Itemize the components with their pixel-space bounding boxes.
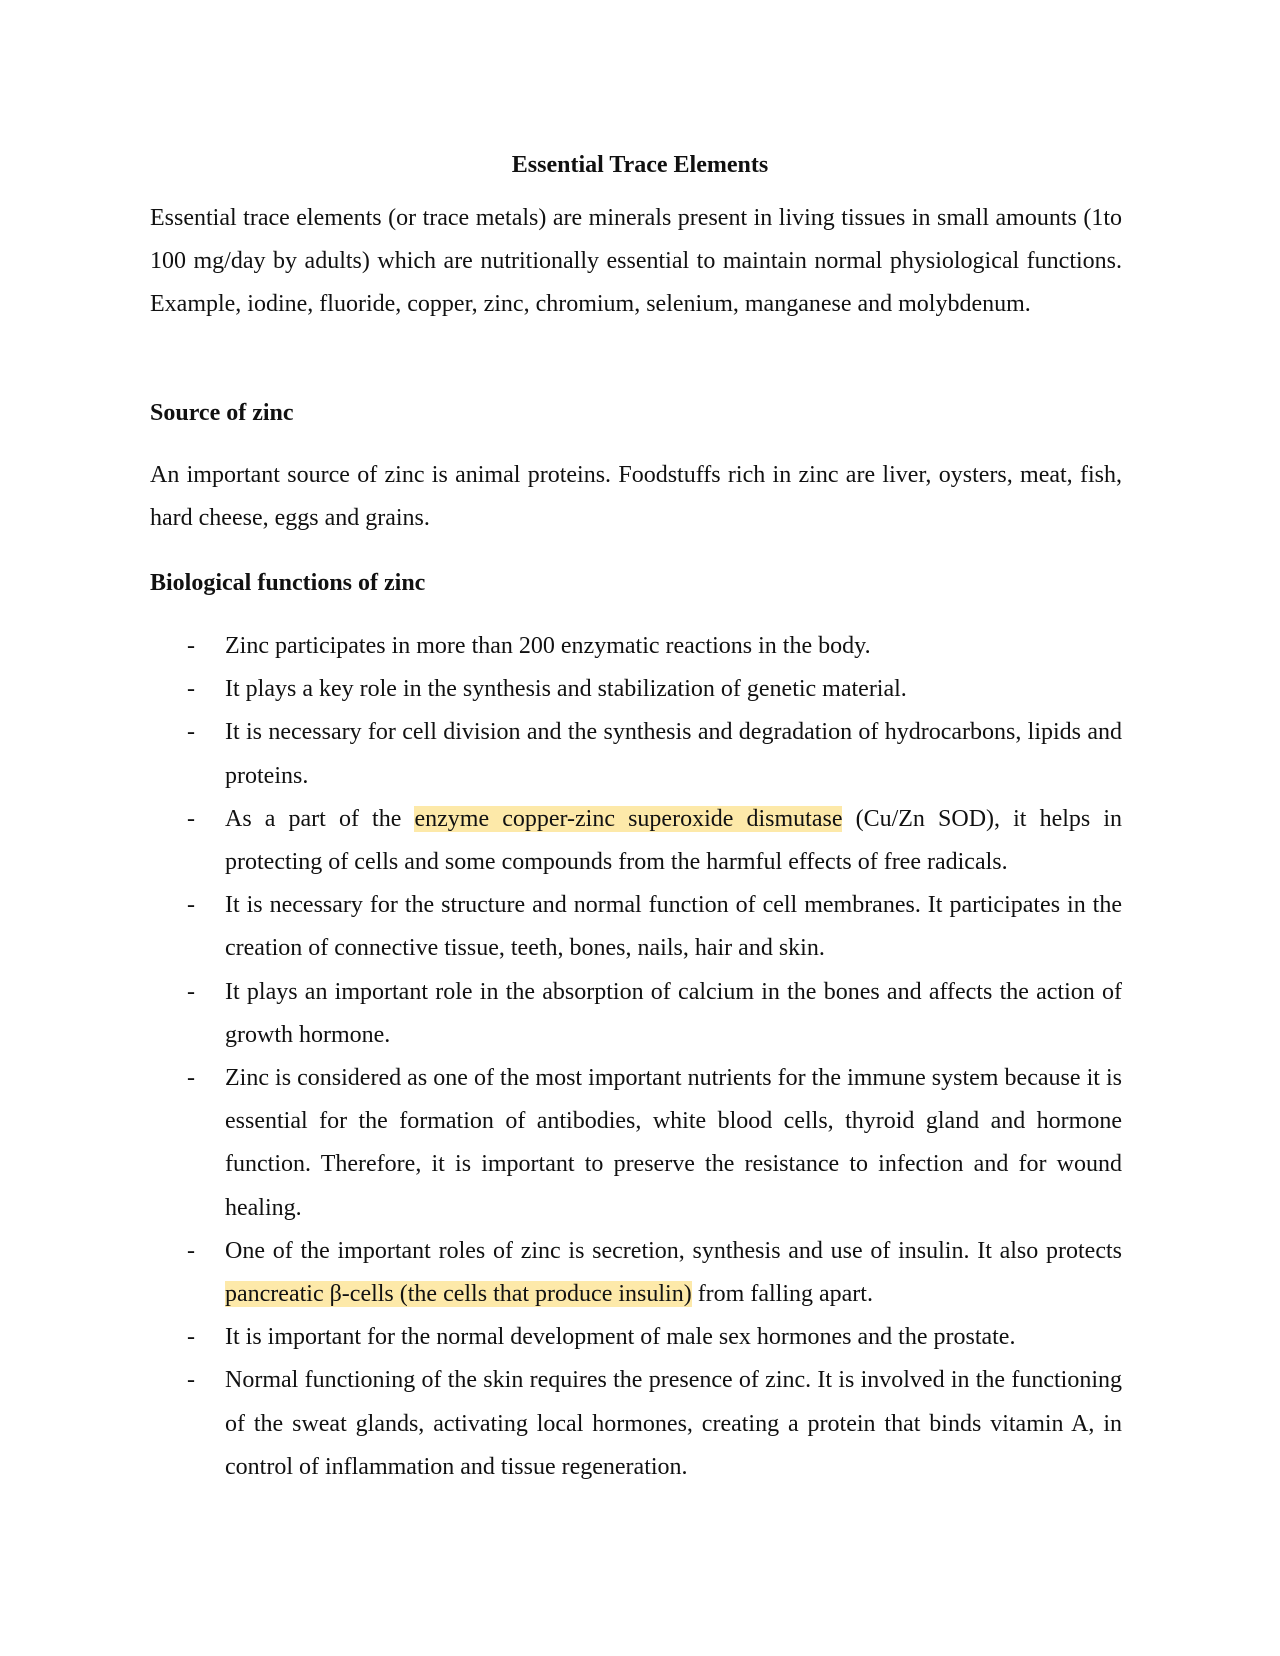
list-item-text: It plays an important role in the absorption of calcium in the bones and affects the action of growth hormone. <box>225 978 1122 1048</box>
list-item-text: It is necessary for the structure and normal function of cell membranes. It participates in the creation of connective tissue, teeth, bones, nails, hair and skin. <box>225 892 1122 962</box>
source-heading: Source of zinc <box>150 400 294 426</box>
list-item <box>150 1230 1122 1316</box>
list-item <box>150 1057 1122 1230</box>
bullet-dash: - <box>187 676 195 703</box>
document-title: Essential Trace Elements <box>511 152 769 178</box>
bullet-dash: - <box>187 719 195 746</box>
list-item-text <box>225 798 1122 884</box>
bullet-dash: - <box>187 1237 195 1264</box>
list-item <box>150 625 1122 668</box>
highlighted-text: enzyme copper-zinc superoxide dismutase <box>414 805 843 832</box>
bullet-dash: - <box>187 805 195 832</box>
list-item-text: It is necessary for cell division and the synthesis and degradation of hydrocarbons, lipids and proteins. <box>225 719 1122 789</box>
functions-list <box>150 625 1122 1489</box>
list-item <box>150 1316 1122 1359</box>
bullet-dash: - <box>187 892 195 919</box>
list-item <box>150 798 1122 884</box>
bullet-dash: - <box>187 978 195 1005</box>
list-item-text <box>225 1230 1122 1316</box>
bullet-dash: - <box>187 1367 195 1394</box>
highlighted-text: pancreatic β-cells (the cells that produce insulin) <box>225 1281 692 1308</box>
list-item-text-post: from falling apart. <box>691 1281 873 1308</box>
intro-paragraph: Essential trace elements (or trace metals) are minerals present in living tissues in small amounts (1to 100 mg/day by adults) which are nutritionally essential to maintain normal physiological functions. Example, iodine, fluoride, copper, zinc, chromium, selenium, manganese and molybdenum. <box>150 205 1122 318</box>
list-item-text: Normal functioning of the skin requires the presence of zinc. It is involved in the functioning of the sweat glands, activating local hormones, creating a protein that binds vitamin A, in control of inflammation and tissue regeneration. <box>225 1367 1122 1480</box>
list-item-text: It is important for the normal development of male sex hormones and the prostate. <box>225 1324 1016 1351</box>
list-item <box>150 1359 1122 1489</box>
list-item-text-pre: One of the important roles of zinc is secretion, synthesis and use of insulin. It also protects <box>225 1237 1122 1264</box>
list-item <box>150 971 1122 1057</box>
list-item-text: Zinc participates in more than 200 enzymatic reactions in the body. <box>225 633 871 659</box>
list-item <box>150 711 1122 797</box>
list-item <box>150 668 1122 711</box>
list-item <box>150 884 1122 970</box>
bullet-dash: - <box>187 1065 195 1092</box>
bullet-dash: - <box>187 1324 195 1351</box>
bullet-dash: - <box>187 633 195 659</box>
functions-heading: Biological functions of zinc <box>150 570 426 596</box>
list-item-text: Zinc is considered as one of the most important nutrients for the immune system because it is essential for the formation of antibodies, white blood cells, thyroid gland and hormone function. Therefore, it is important to preserve the resistance to infection and for wound healing. <box>225 1065 1122 1221</box>
list-item-text-post: (Cu/Zn SOD), it helps in protecting of cells and some compounds from the harmful effects of free radicals. <box>225 805 1122 876</box>
source-paragraph: An important source of zinc is animal proteins. Foodstuffs rich in zinc are liver, oysters, meat, fish, hard cheese, eggs and grains. <box>150 462 1122 532</box>
list-item-text-pre: As a part of the <box>225 805 415 832</box>
list-item-text: It plays a key role in the synthesis and stabilization of genetic material. <box>225 676 907 703</box>
